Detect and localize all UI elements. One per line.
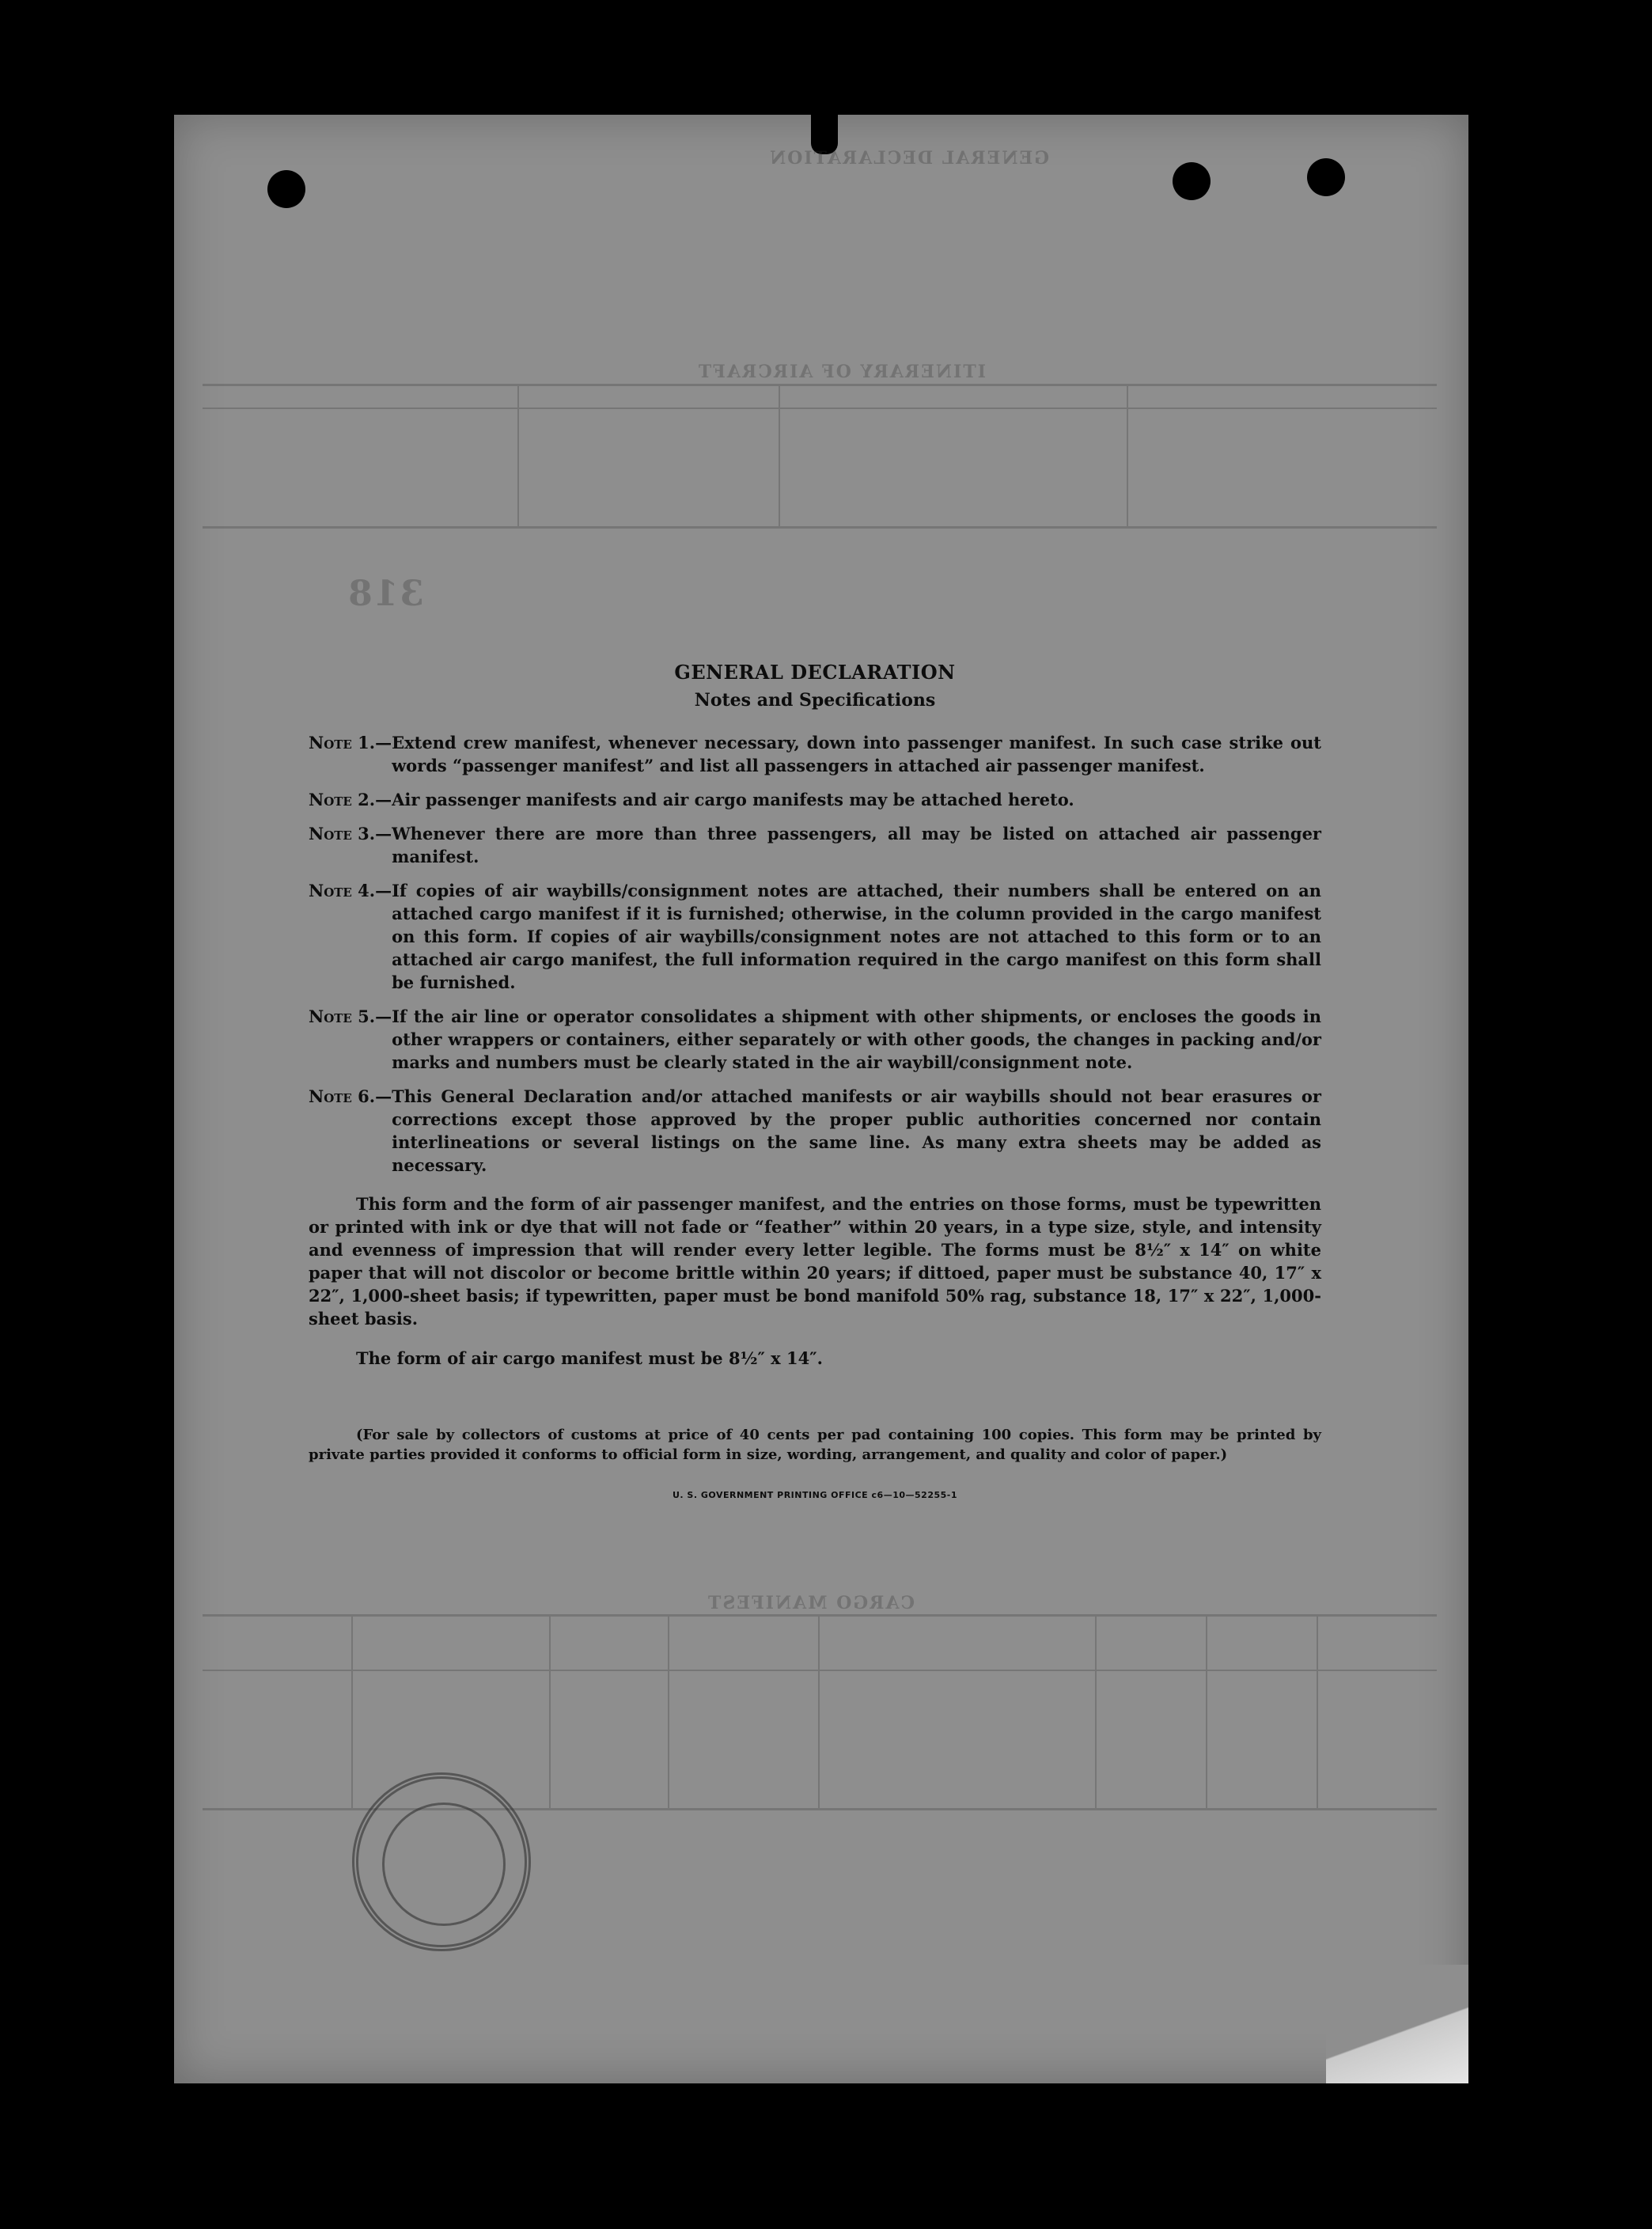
note-6 — [309, 1085, 1321, 1177]
page-subtitle: Notes and Specifications — [694, 690, 936, 711]
received-stamp-bleed — [352, 1772, 531, 1951]
note-label: Note 1.— — [309, 733, 392, 752]
bleed-itinerary-title: ITINERARY OF AIRCRAFT — [696, 362, 986, 382]
note-label: Note 6.— — [309, 1086, 392, 1106]
sale-notice: (For sale by collectors of customs at price of 40 cents per pad containing 100 copies. This form may be printed by private parties provided it conforms to official form in size, wording, arrangement, and quality and color of paper.) — [309, 1427, 1321, 1463]
note-label: Note 3.— — [309, 824, 392, 843]
bleed-form-title: GENERAL DECLARATION — [768, 148, 1049, 169]
page-corner-curl — [1326, 1965, 1468, 2083]
note-label: Note 4.— — [309, 881, 392, 900]
note-text: Air passenger manifests and air cargo manifests may be attached hereto. — [392, 790, 1074, 809]
notes-and-specifications — [309, 661, 1321, 1500]
note-text: This General Declaration and/or attached manifests or air waybills should not bear erasures or corrections except those approved by the proper public authorities concerned nor contain interlineations or several listings on the same line. As many extra sheets may be added as necessary. — [392, 1086, 1321, 1175]
note-2 — [309, 788, 1321, 811]
note-1 — [309, 731, 1321, 777]
printer-imprint: U. S. GOVERNMENT PRINTING OFFICE c6—10—52255-1 — [672, 1490, 957, 1500]
note-text: If copies of air waybills/consignment notes are attached, their numbers shall be entered on an attached cargo manifest if it is furnished; otherwise, in the column provided in the cargo manifest on this form. If copies of air waybills/consignment notes are not attached to this form or to an attached air cargo manifest, the full information required in the cargo manifest on this form shall be furnished. — [392, 881, 1321, 992]
note-5 — [309, 1005, 1321, 1074]
note-text: If the air line or operator consolidates a shipment with other shipments, or encloses the goods in other wrappers or containers, either separately or with other goods, the changes in packing and/or marks and numbers must be clearly stated in the air waybill/consignment note. — [392, 1006, 1321, 1072]
cargo-form-specification: The form of air cargo manifest must be 8½″ x 14″. — [356, 1348, 823, 1368]
note-label: Note 2.— — [309, 790, 392, 809]
page-title: GENERAL DECLARATION — [674, 661, 956, 684]
bleed-number: 318 — [347, 574, 424, 614]
note-text: Whenever there are more than three passengers, all may be listed on attached air passenger manifest. — [392, 824, 1321, 866]
form-specification: This form and the form of air passenger manifest, and the entries on those forms, must be typewritten or printed with ink or dye that will not fade or “feather” within 20 years, in a type size, style, and intensity and evenness of impression that will render every letter legible. The forms must be 8½″ x 14″ on white paper that will not discolor or become brittle within 20 years; if dittoed, paper must be substance 40, 17″ x 22″, 1,000-sheet basis; if typewritten, paper must be bond manifold 50% rag, substance 18, 17″ x 22″, 1,000-sheet basis. — [309, 1194, 1321, 1329]
bleed-cargo-title: CARGO MANIFEST — [707, 1593, 915, 1613]
note-label: Note 5.— — [309, 1006, 392, 1026]
note-text: Extend crew manifest, whenever necessary, down into passenger manifest. In such case strike out words “passenger manifest” and list all passengers in attached air passenger manifest. — [392, 733, 1321, 775]
note-3 — [309, 822, 1321, 868]
note-4 — [309, 879, 1321, 994]
